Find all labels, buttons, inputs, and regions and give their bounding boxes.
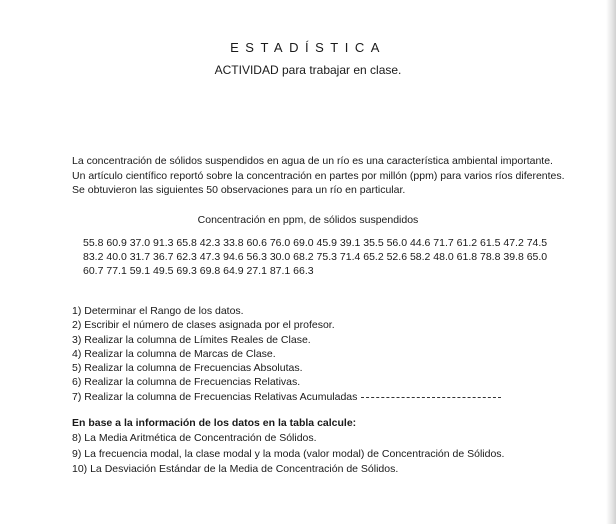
task-item: 3) Realizar la columna de Límites Reales de Clase. — [72, 333, 311, 346]
question-item: 8) La Media Aritmética de Concentración de Sólidos. — [72, 432, 317, 444]
answer-blank-line — [361, 397, 501, 398]
intro-line: La concentración de sólidos suspendidos en agua de un río es una característica ambiental importante. — [72, 155, 553, 167]
task-item: 5) Realizar la columna de Frecuencias Absolutas. — [72, 362, 303, 375]
data-row: 55.8 60.9 37.0 91.3 65.8 42.3 33.8 60.6 76.0 69.0 45.9 39.1 35.5 56.0 44.6 71.7 61.2 61.5 47.2 74.5 — [83, 237, 548, 249]
question-item: 10) La Desviación Estándar de la Media de Concentración de Sólidos. — [72, 463, 399, 475]
task-item: 2) Escribir el número de clases asignada por el profesor. — [72, 319, 335, 332]
task-list — [72, 304, 612, 404]
intro-line: Un artículo científico reportó sobre la concentración en partes por millón (ppm) para varios ríos diferentes. — [72, 169, 565, 182]
task-item: 4) Realizar la columna de Marcas de Clase. — [72, 347, 276, 360]
task-item: 1) Determinar el Rango de los datos. — [72, 305, 244, 317]
data-caption: Concentración en ppm, de sólidos suspendidos — [197, 214, 419, 226]
task-item: 6) Realizar la columna de Frecuencias Relativas. — [72, 376, 301, 389]
data-row: 60.7 77.1 59.1 49.5 69.3 69.8 64.9 27.1 87.1 66.3 — [83, 265, 314, 277]
question-list — [72, 431, 612, 478]
question-item: 9) La frecuencia modal, la clase modal y la moda (valor modal) de Concentración de Sólidos. — [72, 447, 505, 460]
task-item-with-blank — [72, 390, 612, 404]
intro-line: Se obtuvieron las siguientes 50 observaciones para un río en particular. — [72, 184, 406, 196]
document-subtitle: ACTIVIDAD para trabajar en clase. — [214, 63, 402, 77]
intro-paragraph — [72, 154, 612, 198]
task-item: 7) Realizar la columna de Frecuencias Relativas Acumuladas — [72, 390, 358, 403]
document-title: ESTADÍSTICA — [230, 40, 386, 55]
questions-heading: En base a la información de los datos en la tabla calcule: — [72, 417, 357, 429]
data-row: 83.2 40.0 31.7 36.7 62.3 47.3 94.6 56.3 30.0 68.2 75.3 71.4 65.2 52.6 58.2 48.0 61.8 78.8 39.8 65.0 — [83, 251, 548, 263]
data-values — [83, 236, 603, 278]
